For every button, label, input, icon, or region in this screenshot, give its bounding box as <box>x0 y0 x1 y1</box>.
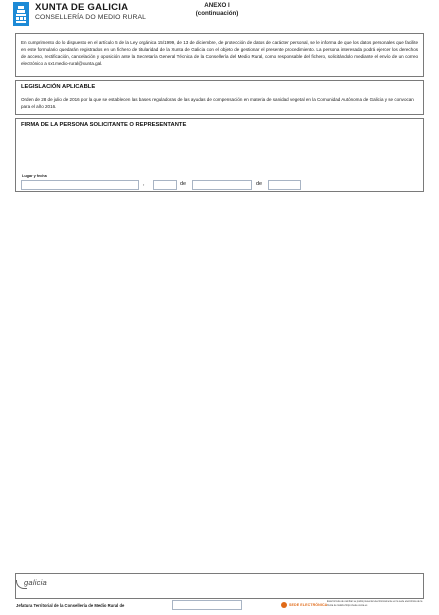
annex-title: ANEXO I <box>204 2 230 9</box>
annex-subtitle: (continuación) <box>195 10 239 17</box>
org-title: XUNTA DE GALICIA <box>35 2 129 13</box>
comma-separator: , <box>143 181 145 187</box>
day-field[interactable] <box>153 180 177 190</box>
legislation-title: LEGISLACIÓN APLICABLE <box>21 84 96 90</box>
legislation-section <box>15 80 424 115</box>
month-field[interactable] <box>192 180 252 190</box>
galicia-logo <box>24 578 47 587</box>
year-field[interactable] <box>268 180 301 190</box>
signature-title: FIRMA DE LA PERSONA SOLICITANTE O REPRESENTANTE <box>21 122 187 128</box>
sede-electronica-icon <box>281 602 287 608</box>
footer-box <box>15 573 424 599</box>
sede-electronica-label: SEDE ELECTRÓNICA <box>289 603 328 607</box>
privacy-text: En cumprimento do lo dispuesto en el artículo 5 de la Ley orgánica 15/1999, de 13 de diciembre, de protección de datos de carácter personal, se le informa de que los datos personales que facilite en este formulario quedarán registrados en un fichero de titularidad de la Xunta de Galicia con el objeto de gestionar el presente procedimiento. La persona interesada podrá ejercer los derechos de acceso, rectificación, cancelación y oposición ante la Secretaría General Técnica de la Consellería del Medio Rural, como responsable del fichero, solicitándolo mediante el envío de un correo electrónico a sxt.medio-rural@xunta.gal. <box>21 40 418 67</box>
privacy-notice <box>15 33 424 77</box>
place-date-label: Lugar y fecha <box>22 174 47 178</box>
annex-heading <box>190 2 244 18</box>
xunta-logo <box>13 2 29 26</box>
legislation-text: Orden de 28 de julio de 2016 por la que se establecen las bases reguladoras de las ayudas de compensación en materia de sanidad vegetal en la Comunidad Autónoma de Galicia y se convocan para el año 2016. <box>21 97 414 110</box>
sede-note: Esta formula de cambiar se podrá presentar electrónicamente en la sede electrónica de la Xunta de Galicia https://sede.xunta.es <box>327 600 423 607</box>
galicia-label: galicia <box>24 578 47 587</box>
jefatura-label: Jefatura Territorial de la Consellería de Medio Rural de <box>16 603 125 608</box>
place-field[interactable] <box>21 180 139 190</box>
jefatura-field[interactable] <box>172 600 242 610</box>
de-separator-2: de <box>256 181 263 187</box>
de-separator-1: de <box>180 181 187 187</box>
org-subtitle: CONSELLERÍA DO MEDIO RURAL <box>35 14 146 21</box>
